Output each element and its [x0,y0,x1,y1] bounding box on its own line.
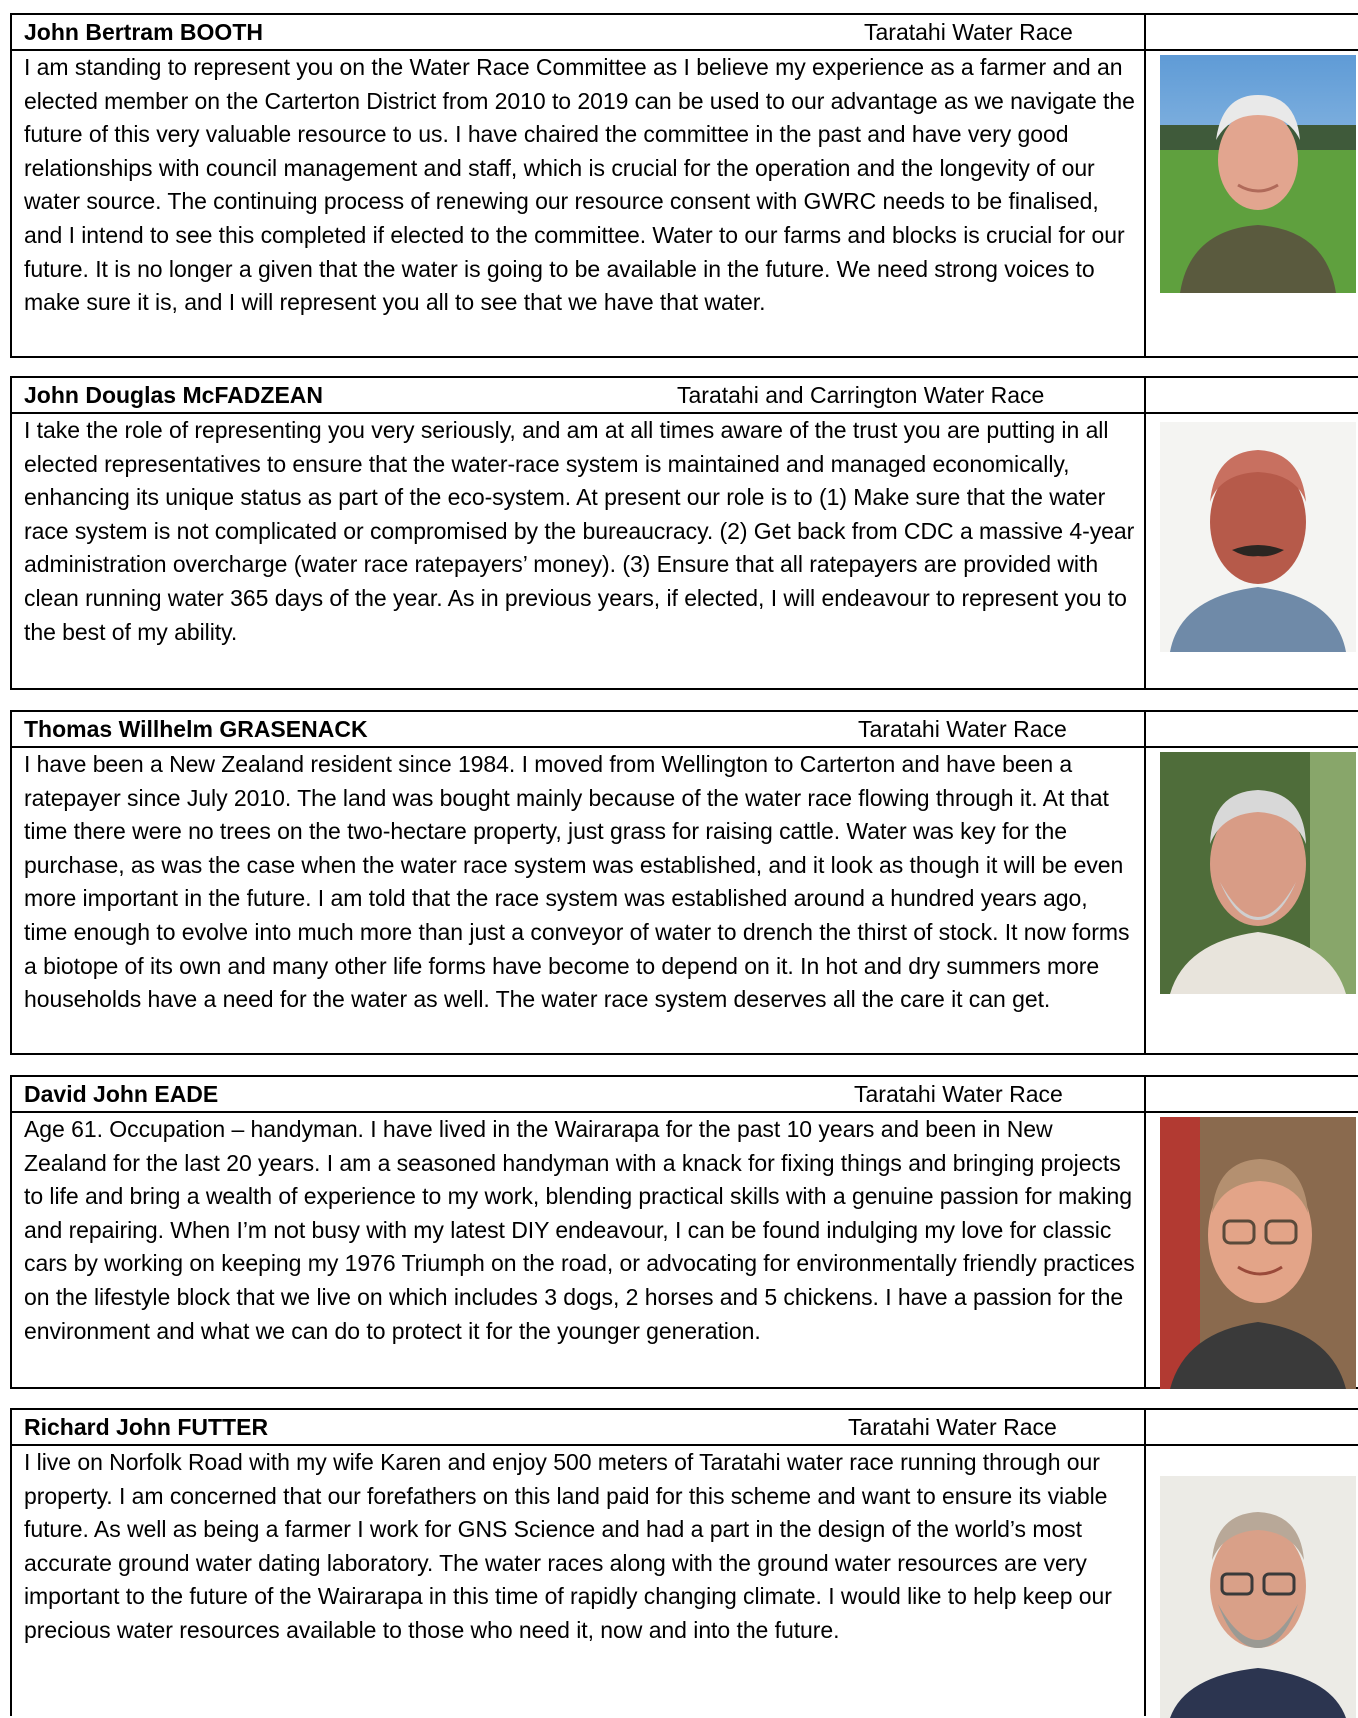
candidate-photo [1160,752,1356,994]
candidate-water-race: Taratahi Water Race [858,716,1067,742]
candidate-statement: Age 61. Occupation – handyman. I have lived in the Wairarapa for the past 10 years and been in New Zealand for the last 20 years. I am a seasoned handyman with a knack for fixing things and bringing projects to life and bring a wealth of experience to my work, blending practical skills with a genuine passion for making and repairing. When I’m not busy with my latest DIY endeavour, I can be found indulging my love for classic cars by working on keeping my 1976 Triumph on the road, or advocating for environmentally friendly practices on the lifestyle block that we live on which includes 3 dogs, 2 horses and 5 chickens. I have a passion for the environment and what we can do to protect it for the younger generation. [24,1116,1135,1344]
column-divider [1144,1410,1146,1716]
candidate-name: David John EADE [24,1081,219,1107]
candidate-card [10,13,1358,358]
candidate-header [12,1077,1358,1113]
candidate-photo [1160,1117,1356,1389]
candidate-header [12,15,1358,51]
candidate-header [12,712,1358,748]
candidate-statement: I am standing to represent you on the Water Race Committee as I believe my experience as a farmer and an elected member on the Carterton District from 2010 to 2019 can be used to our advantage as we navigate the future of this very valuable resource to us. I have chaired the committee in the past and have very good relationships with council management and staff, which is crucial for the operation and the longevity of our water source. The continuing process of renewing our resource consent with GWRC needs to be finalised, and I intend to see this completed if elected to the committee. Water to our farms and blocks is crucial for our future. It is no longer a given that the water is going to be available in the future. We need strong voices to make sure it is, and I will represent you all to see that we have that water. [24,54,1135,316]
candidate-name: John Douglas McFADZEAN [24,382,324,408]
column-divider [1144,15,1146,356]
candidate-photo [1160,1476,1356,1718]
candidate-header [12,1410,1358,1446]
column-divider [1144,712,1146,1053]
candidate-header [12,378,1358,414]
column-divider [1144,378,1146,688]
candidate-statement: I live on Norfolk Road with my wife Karen and enjoy 500 meters of Taratahi water race running through our property. I am concerned that our forefathers on this land paid for this scheme and want to ensure its viable future. As well as being a farmer I work for GNS Science and had a part in the design of the world’s most accurate ground water dating laboratory. The water races along with the ground water resources are very important to the future of the Wairarapa in this time of rapidly changing climate. I would like to help keep our precious water resources available to those who need it, now and into the future. [24,1449,1112,1643]
candidate-card [10,376,1358,690]
candidate-photo [1160,422,1356,652]
candidate-card [10,710,1358,1055]
candidate-card [10,1408,1358,1716]
candidate-card [10,1075,1358,1389]
candidate-name: Thomas Willhelm GRASENACK [24,716,368,742]
candidate-name: Richard John FUTTER [24,1414,269,1440]
candidate-name: John Bertram BOOTH [24,19,263,45]
candidate-water-race: Taratahi Water Race [864,19,1073,45]
candidate-water-race: Taratahi and Carrington Water Race [677,382,1045,408]
candidate-water-race: Taratahi Water Race [854,1081,1063,1107]
candidate-statement: I take the role of representing you very seriously, and am at all times aware of the trust you are putting in all elected representatives to ensure that the water-race system is maintained and managed economically, enhancing its unique status as part of the eco-system. At present our role is to (1) Make sure that the water race system is not complicated or compromised by the bureaucracy. (2) Get back from CDC a massive 4-year administration overcharge (water race ratepayers’ money). (3) Ensure that all ratepayers are provided with clean running water 365 days of the year. As in previous years, if elected, I will endeavour to represent you to the best of my ability. [24,417,1135,645]
candidate-photo [1160,55,1356,293]
candidate-water-race: Taratahi Water Race [848,1414,1057,1440]
column-divider [1144,1077,1146,1387]
candidate-statement: I have been a New Zealand resident since 1984. I moved from Wellington to Carterton and have been a ratepayer since July 2010. The land was bought mainly because of the water race flowing through it. At that time there were no trees on the two-hectare property, just grass for raising cattle. Water was key for the purchase, as was the case when the water race system was established, and it look as though it will be even more important in the future. I am told that the race system was established around a hundred years ago, time enough to evolve into much more than just a conveyor of water to drench the thirst of stock. It now forms a biotope of its own and many other life forms have become to depend on it. In hot and dry summers more households have a need for the water as well. The water race system deserves all the care it can get. [24,751,1130,1013]
